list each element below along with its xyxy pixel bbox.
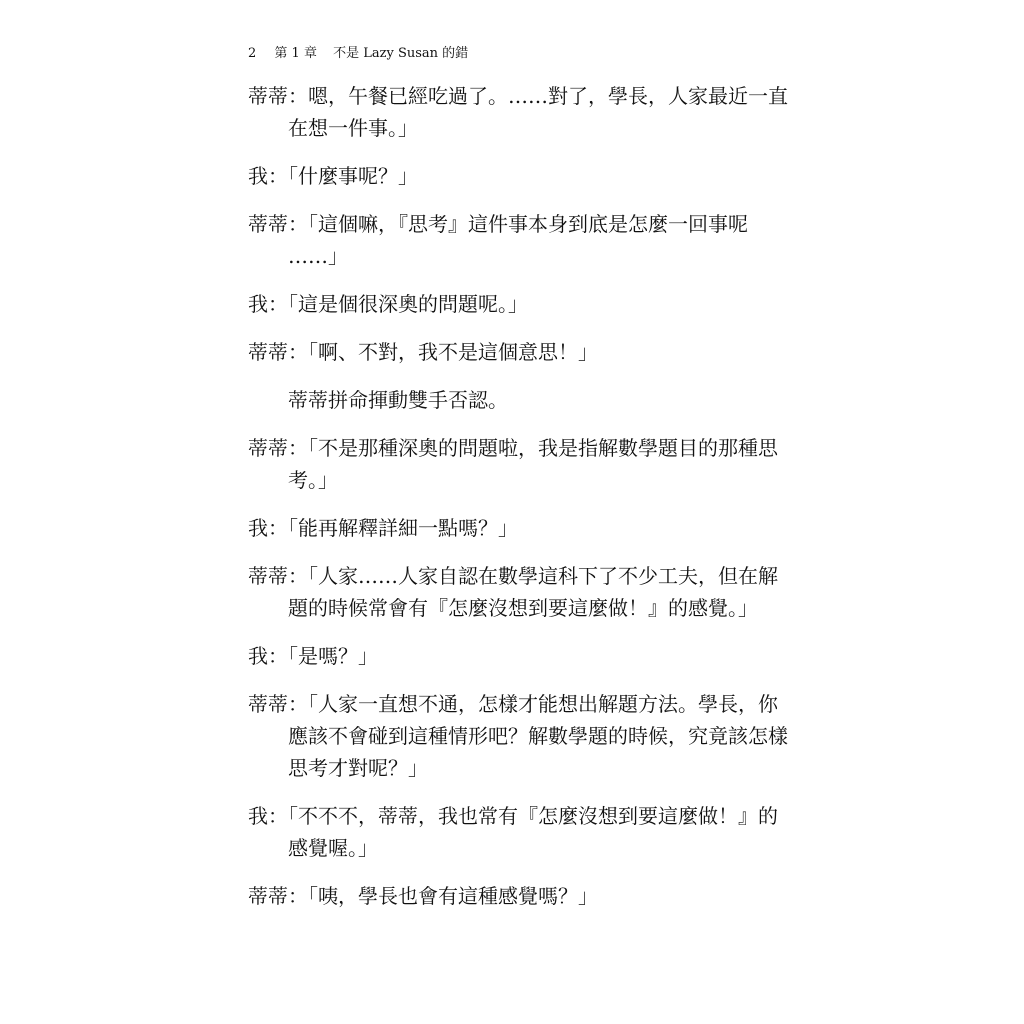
text-line: 在想一件事。」 [288,116,418,140]
dialogue-paragraph [248,512,788,544]
text-line: ……」 [288,244,348,268]
text-line: 我：「這是個很深奧的問題呢。」 [248,292,528,316]
body-text [248,80,788,928]
text-line: 蒂蒂拼命揮動雙手否認。 [288,388,508,412]
text-line: 感覺喔。」 [288,836,378,860]
text-line: 思考才對呢？」 [288,756,428,780]
text-line: 蒂蒂：嗯，午餐已經吃過了。……對了，學長，人家最近一直 [248,84,788,108]
text-line: 考。」 [288,468,338,492]
dialogue-paragraph [248,640,788,672]
text-line: 蒂蒂：「這個嘛，『思考』這件事本身到底是怎麼一回事呢 [248,212,748,236]
chapter-label: 第 1 章 [274,46,317,61]
text-line: 我：「能再解釋詳細一點嗎？」 [248,516,518,540]
dialogue-paragraph [248,560,788,624]
text-line: 題的時候常會有『怎麼沒想到要這麼做！』的感覺。」 [288,596,758,620]
page-number: 2 [248,46,257,61]
text-line: 蒂蒂：「人家……人家自認在數學這科下了不少工夫，但在解 [248,564,778,588]
narration-paragraph [248,384,788,416]
text-line: 我：「不不不，蒂蒂，我也常有『怎麼沒想到要這麼做！』的 [248,804,778,828]
dialogue-paragraph [248,160,788,192]
text-line: 蒂蒂：「不是那種深奧的問題啦，我是指解數學題目的那種思 [248,436,778,460]
dialogue-paragraph [248,688,788,784]
text-line: 蒂蒂：「啊、不對，我不是這個意思！」 [248,340,598,364]
running-header [248,45,468,63]
dialogue-paragraph [248,208,788,272]
text-line: 蒂蒂：「咦，學長也會有這種感覺嗎？」 [248,884,598,908]
chapter-title: 不是 Lazy Susan 的錯 [333,46,469,61]
dialogue-paragraph [248,880,788,912]
dialogue-paragraph [248,288,788,320]
text-line: 應該不會碰到這種情形吧？解數學題的時候，究竟該怎樣 [288,724,788,748]
dialogue-paragraph [248,336,788,368]
text-line: 我：「什麼事呢？」 [248,164,418,188]
dialogue-paragraph [248,80,788,144]
dialogue-paragraph [248,800,788,864]
text-line: 蒂蒂：「人家一直想不通，怎樣才能想出解題方法。學長，你 [248,692,778,716]
dialogue-paragraph [248,432,788,496]
text-line: 我：「是嗎？」 [248,644,378,668]
